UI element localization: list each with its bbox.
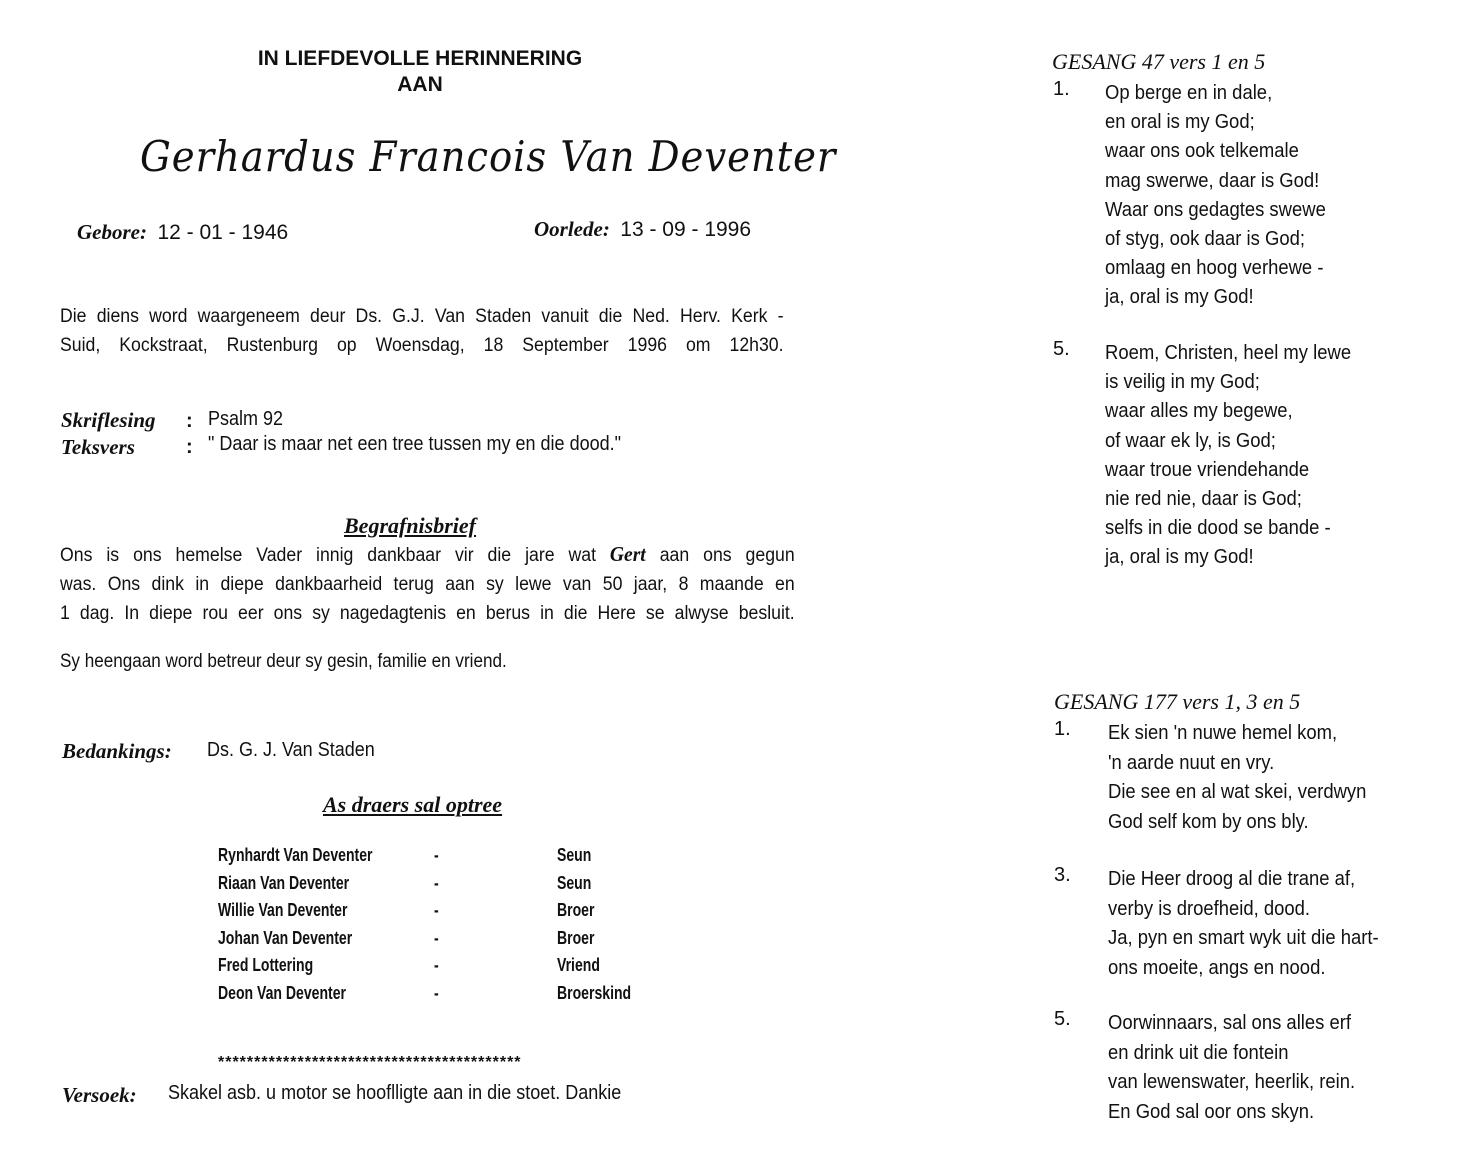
request-value: Skakel asb. u motor se hooflligte aan in die stoet. Dankie [168, 1082, 622, 1104]
verse-line: Ek sien 'n nuwe hemel kom, [1108, 721, 1338, 744]
bearer-relation: Broer [557, 927, 595, 948]
hymn-1-title: GESANG 47 vers 1 en 5 [1052, 49, 1266, 74]
verse-line: Waar ons gedagtes swewe [1105, 197, 1326, 221]
died-label: Oorlede [534, 217, 603, 241]
verse-line: ja, oral is my God! [1105, 285, 1254, 309]
verse-line: God self kom by ons bly. [1108, 809, 1309, 833]
verse-line: 'n aarde nuut en vry. [1108, 750, 1275, 774]
teksvers-row [61, 435, 135, 460]
born-value: 12 - 01 - 1946 [157, 221, 289, 244]
bearer-relation: Seun [557, 845, 592, 865]
bearer-relation: Broerskind [557, 982, 632, 1003]
bearer-dash: - [434, 955, 439, 975]
born-date: Gebore: 12 - 01 - 1946 [77, 220, 289, 244]
bearer-dash: - [434, 982, 439, 1003]
bearer-name: Willie Van Deventer [218, 900, 348, 920]
verse-number: 1. [1054, 718, 1071, 740]
bearer-dash: - [434, 927, 439, 948]
deceased-name: Gerhardus Francois Van Deventer [140, 132, 837, 181]
verse-line: van lewenswater, heerlik, rein. [1108, 1070, 1356, 1093]
verse-line: waar troue vriendehande [1105, 457, 1310, 481]
bearer-name: Riaan Van Deventer [218, 872, 350, 893]
verse-line: selfs in die dood se bande - [1105, 516, 1331, 540]
verse-lines [1105, 78, 1350, 312]
bearer-dash: - [434, 872, 439, 893]
bearer-name: Fred Lottering [218, 955, 314, 975]
bearer-dash: - [434, 900, 439, 920]
bearer-relation: Broer [557, 900, 595, 920]
verse-line: nie red nie, daar is God; [1105, 487, 1302, 511]
verse-line: of waar ek ly, is God; [1105, 428, 1276, 452]
verse-line: waar alles my begewe, [1105, 399, 1293, 423]
verse-line: verby is droefheid, dood. [1108, 896, 1311, 920]
letter-title: Begrafnisbrief [344, 513, 476, 538]
thanks-label: Bedankings [62, 739, 165, 763]
thanks-value: Ds. G. J. Van Staden [207, 739, 375, 761]
bearers-title: As draers sal optree [323, 792, 503, 817]
verse-line: Roem, Christen, heel my lewe [1105, 341, 1352, 364]
bearer-relation: Vriend [557, 955, 600, 975]
teksvers-label: Teksvers [61, 435, 135, 459]
service-paragraph [60, 302, 784, 360]
bearer-relation: Seun [557, 872, 592, 893]
verse-line: Die see en al wat skei, verdwyn [1108, 780, 1367, 803]
bearer-name: Deon Van Deventer [218, 982, 346, 1003]
letter-line-1: Ons is ons hemelse Vader innig dankbaar vir die jare wat Gert aan ons gegun [60, 542, 795, 566]
verse-lines [1105, 338, 1378, 572]
teksvers-colon: : [186, 436, 193, 458]
verse-number: 1. [1053, 78, 1070, 100]
thanks-row: Bedankings: [62, 739, 172, 763]
skriflesing-label: Skriflesing [61, 408, 156, 432]
verse-line: is veilig in my God; [1105, 370, 1260, 394]
memorial-heading [215, 46, 625, 98]
request-row: Versoek: [62, 1083, 137, 1107]
verse-line: of styg, ook daar is God; [1105, 227, 1305, 251]
verse-line: ons moeite, angs en nood. [1108, 955, 1326, 979]
letter-paragraph [60, 540, 795, 628]
verse-line: Op berge en in dale, [1105, 81, 1273, 104]
verse-line: ja, oral is my God! [1105, 545, 1254, 569]
died-date: Oorlede: 13 - 09 - 1996 [534, 217, 752, 241]
skriflesing-row [61, 408, 156, 433]
bearer-name: Rynhardt Van Deventer [218, 845, 373, 865]
verse-line: en drink uit die fontein [1108, 1040, 1289, 1064]
verse-lines [1108, 1008, 1383, 1126]
verse-number: 3. [1054, 864, 1071, 886]
verse-line: waar ons ook telkemale [1105, 139, 1299, 163]
separator-stars: ****************************************** [218, 1054, 522, 1071]
verse-line: en oral is my God; [1105, 110, 1255, 134]
verse-lines [1108, 718, 1395, 836]
heading-line-1: IN LIEFDEVOLLE HERINNERING [257, 47, 583, 70]
skriflesing-colon: : [186, 410, 193, 432]
verse-line: Die Heer droog al die trane af, [1108, 867, 1356, 890]
verse-line: mag swerwe, daar is God! [1105, 168, 1320, 192]
service-line-2: Suid, Kockstraat, Rustenburg op Woensdag, 18 September 1996 om 12h30. [60, 335, 784, 356]
verse-lines [1108, 864, 1409, 982]
service-line-1: Die diens word waargeneem deur Ds. G.J. Van Staden vanuit die Ned. Herv. Kerk - [60, 306, 784, 327]
died-value: 13 - 09 - 1996 [620, 218, 752, 241]
heading-line-2: AAN [397, 73, 443, 96]
bearer-dash: - [434, 845, 439, 865]
verse-number: 5. [1054, 1008, 1071, 1030]
letter-line-3: 1 dag. In diepe rou eer ons sy nagedagtenis en berus in die Here se alwyse besluit. [60, 603, 795, 624]
bearer-name: Johan Van Deventer [218, 927, 353, 948]
letter-line-2: was. Ons dink in diepe dankbaarheid terug aan sy lewe van 50 jaar, 8 maande en [60, 574, 795, 595]
verse-line: En God sal oor ons skyn. [1108, 1099, 1315, 1123]
letter-name-gert: Gert [609, 542, 646, 566]
verse-line: Oorwinnaars, sal ons alles erf [1108, 1011, 1352, 1034]
verse-line: omlaag en hoog verhewe - [1105, 256, 1324, 280]
skriflesing-value: Psalm 92 [208, 408, 284, 430]
letter-line-4: Sy heengaan word betreur deur sy gesin, familie en vriend. [60, 651, 507, 672]
teksvers-value: " Daar is maar net een tree tussen my en die dood." [208, 433, 622, 455]
born-label: Gebore [77, 220, 140, 244]
verse-line: Ja, pyn en smart wyk uit die hart- [1108, 926, 1379, 949]
request-label: Versoek [62, 1083, 130, 1107]
verse-number: 5. [1053, 338, 1070, 360]
hymn-2-title: GESANG 177 vers 1, 3 en 5 [1054, 689, 1301, 714]
